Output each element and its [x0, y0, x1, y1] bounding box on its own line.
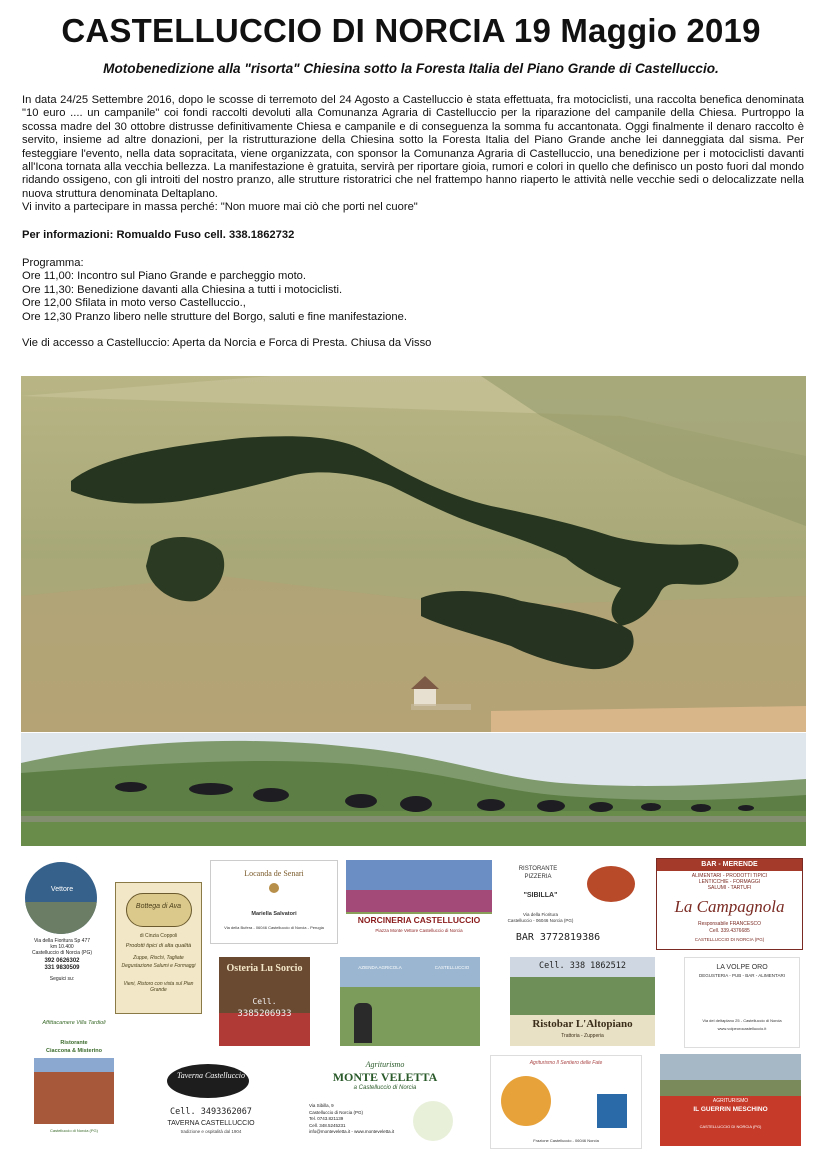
ad-line: RISTORANTE: [518, 866, 558, 872]
ad-name: Affittacamere Villa Tardioli: [42, 1020, 106, 1026]
ad-name: AZIENDA AGRICOLA: [358, 965, 402, 970]
ad-line: Vieni, Ristoro con vista sul Pian Grande: [123, 981, 194, 993]
ad-line: www.volpeorocastelluccio.it: [717, 1026, 767, 1031]
ad-line: Tel. 0743.821139: [309, 1116, 344, 1121]
ad-name: Locanda de Senari: [244, 869, 304, 878]
ad-phone: 3385206933: [237, 1009, 292, 1019]
intro-paragraph: In data 24/25 Settembre 2016, dopo le scosse di terremoto del 24 Agosto a Castelluccio è stata effettuata, fra motociclisti, una raccolta benefica denominata "10 euro .... un campanile" coi fondi raccolti devoluti alla Comunanza Agraria di Castelluccio per la riparazione del campanile della Chiesa. Purtroppo la scossa madre del 30 ottobre distrusse definitivamente Chiesa e campanile e di conseguenza la somma fu accantonata. Oggi finalmente il denaro raccolto è servito, insieme ad altre donazioni, per la ristrutturazione della Chiesina sotto la Foresta Italia del Piano Grande anche lei danneggiata dal sisma. Per festeggiare l'evento, nella data sopracitata, viene organizzata, con sponsor la Comunanza Agraria di Castelluccio, una benedizione per i motociclisti davanti all'Icona tornata alla vecchia bellezza. La manifestazione è gratuita, servirà per riportare gioia, rumori e colori in quello che definisco un posto fuori dal mondo ridando ossigeno, con gli introiti del nostro pranzo, alle strutture ristoratrici che nel frattempo hanno riaperto le attività nelle vecchie sedi o delocalizzate nella nuova struttura denominata Deltaplano.: [22, 94, 804, 200]
ad-osteria: [219, 957, 310, 1046]
ad-norcineria: [346, 860, 492, 942]
ad-name: "SIBILLA": [523, 892, 558, 899]
ad-vettore: [22, 858, 102, 988]
access-line: Vie di accesso a Castelluccio: Aperta da Norcia e Forca di Presta. Chiusa da Visso: [22, 337, 432, 349]
ad-line: Via della Fioritura Sp 477: [33, 938, 91, 944]
ad-name: Taverna Castelluccio: [177, 1071, 245, 1080]
intro-text: [22, 94, 804, 215]
program-section: [22, 257, 804, 324]
ad-line: Via Sibilla, 9: [309, 1103, 334, 1108]
ad-name: Bottega di Ava: [135, 903, 182, 910]
locanda-logo-icon: [269, 883, 279, 893]
ad-phone: Cell. 338 1862512: [539, 961, 626, 971]
ad-line: Castelluccio di Norcia (PG): [309, 1109, 364, 1115]
program-heading: Programma:: [22, 257, 84, 269]
ad-line: Ciaccona & Misterino: [46, 1048, 102, 1054]
ad-line: Castelluccio di Norcia (PG): [49, 1128, 98, 1133]
ad-name: Vettore: [50, 886, 74, 893]
ad-line: info@monteveletta.it - www.monteveletta.it: [309, 1129, 395, 1134]
ad-line: 392 0626302: [44, 958, 80, 964]
ad-line: Ristorante: [60, 1040, 88, 1046]
ad-line: TAVERNA CASTELLUCCIO: [167, 1120, 255, 1127]
ad-line: SALUMI - TARTUFI: [707, 885, 752, 891]
ad-line: Responsabile FRANCESCO: [697, 921, 762, 927]
motorcycles-panorama-photo: [21, 733, 806, 846]
page-subtitle: Motobenedizione alla "risorta" Chiesina sotto la Foresta Italia del Piano Grande di Castelluccio.: [103, 61, 719, 76]
farmer-figure: [354, 1003, 372, 1043]
info-line: Per informazioni: Romualdo Fuso cell. 338.1862732: [22, 229, 295, 241]
ad-line: DEGUSTERIA - PUB - BAR - ALIMENTARI: [699, 973, 785, 978]
ad-name: LA VOLPE ORO: [716, 964, 768, 971]
ad-name: IL GUERRIN MESCHINO: [693, 1106, 768, 1113]
program-item: Ore 11,00: Incontro sul Piano Grande e parcheggio moto.: [22, 270, 307, 283]
ad-line: Castelluccio - 06046 Norcia (PG): [507, 918, 574, 923]
ad-line: Castelluccio di Norcia (PG): [31, 950, 93, 956]
ad-line: Via della Bufera - 06046 Castelluccio di Norcia - Perugia: [224, 925, 324, 930]
ad-name: NORCINERIA CASTELLUCCIO: [357, 915, 481, 925]
ad-phone: BAR 3772819386: [515, 932, 601, 943]
ad-line: Cell.: [252, 997, 277, 1006]
ad-sibilla: [503, 860, 649, 946]
ad-name: La Campagnola: [674, 897, 785, 916]
ad-altopiano: [510, 957, 655, 1046]
sibilla-logo-icon: [587, 866, 635, 902]
ad-name: Ristobar L'Altopiano: [532, 1018, 633, 1030]
ad-line: Mariella Salvatori: [251, 911, 297, 917]
fate-logo-icon: [501, 1076, 551, 1126]
program-item: Ore 11,30: Benedizione davanti alla Chiesina a tutti i motociclisti.: [22, 283, 343, 296]
ad-campagnola: [656, 858, 803, 950]
ad-line: Piazza Monte Vettore Castelluccio di Norcia: [375, 928, 463, 933]
ad-line: di Cinzia Coppoli: [139, 933, 178, 939]
ad-line: CASTELLUCCIO: [434, 965, 470, 970]
ad-sentiero-fate: [490, 1055, 642, 1149]
ad-volpe-oro: [684, 957, 800, 1048]
ad-line: km 10.400: [50, 944, 74, 950]
program-item: Ore 12,00 Sfilata in moto verso Castelluccio.,: [22, 297, 246, 310]
ad-name: Osteria Lu Sorcio: [226, 963, 303, 974]
ad-line: CASTELLUCCIO DI NORCIA (PG): [699, 1124, 762, 1129]
ad-line: Cell. 339.4376685: [709, 928, 750, 934]
ad-line: CASTELLUCCIO DI NORCIA (PG): [694, 937, 765, 942]
program-item: Ore 12,30 Pranzo libero nelle strutture del Borgo, saluti e fine manifestazione.: [22, 310, 407, 323]
ad-azienda-agricola: [340, 957, 480, 1046]
edelweiss-icon: [413, 1101, 453, 1141]
ad-line: Cell. 348.5245231: [309, 1122, 346, 1128]
invite-line: Vi invito a partecipare in massa perché: "Non muore mai ciò che porti nel cuore": [22, 201, 418, 214]
ad-line: 331 9830509: [44, 965, 80, 971]
ad-villa-tardioli: [30, 1018, 118, 1146]
certificate-icon: [597, 1094, 627, 1128]
ad-line: a Castelluccio di Norcia: [353, 1085, 417, 1091]
ad-line: Zuppe, Rischi, Tagliate: [133, 955, 184, 961]
ad-line: PIZZERIA: [524, 874, 552, 880]
ad-bottega: [115, 882, 202, 1014]
ad-line: Degustazione Salumi e Formaggi: [121, 963, 196, 969]
ad-name: Agriturismo Il Sentiero delle Fate: [529, 1060, 603, 1066]
ad-phone: Cell. 3493362067: [170, 1107, 252, 1117]
ad-line: LENTICCHIE - FORMAGGI: [698, 879, 761, 885]
ad-monte-veletta: [305, 1057, 465, 1147]
ad-line: Trattoria - Zupperia: [561, 1033, 604, 1039]
ad-line: Agriturismo: [365, 1060, 405, 1069]
ad-line: tradizione e ospitalità dal 1904: [180, 1129, 242, 1134]
ad-name: MONTE VELETTA: [332, 1070, 438, 1084]
ad-guerrin-meschino: [660, 1054, 801, 1146]
page-title: CASTELLUCCIO DI NORCIA 19 Maggio 2019: [61, 12, 761, 49]
ad-locanda: [210, 860, 338, 944]
ad-line: Via del deltaplano 25 - Castelluccio di Norcia: [702, 1018, 782, 1023]
forest-italia-photo: [21, 376, 806, 732]
ad-line: Seguici su:: [49, 976, 75, 982]
ad-line: BAR - MERENDE: [701, 861, 758, 868]
ad-line: ALIMENTARI - PRODOTTI TIPICI: [691, 873, 768, 879]
ad-line: Frazione Castelluccio - 06046 Norcia: [533, 1138, 599, 1143]
ad-line: AGRITURISMO: [712, 1098, 749, 1104]
ad-line: Prodotti tipici di alta qualità: [125, 943, 192, 949]
ad-taverna: [137, 1062, 285, 1146]
ad-line: Via della Fioritura: [523, 912, 558, 917]
